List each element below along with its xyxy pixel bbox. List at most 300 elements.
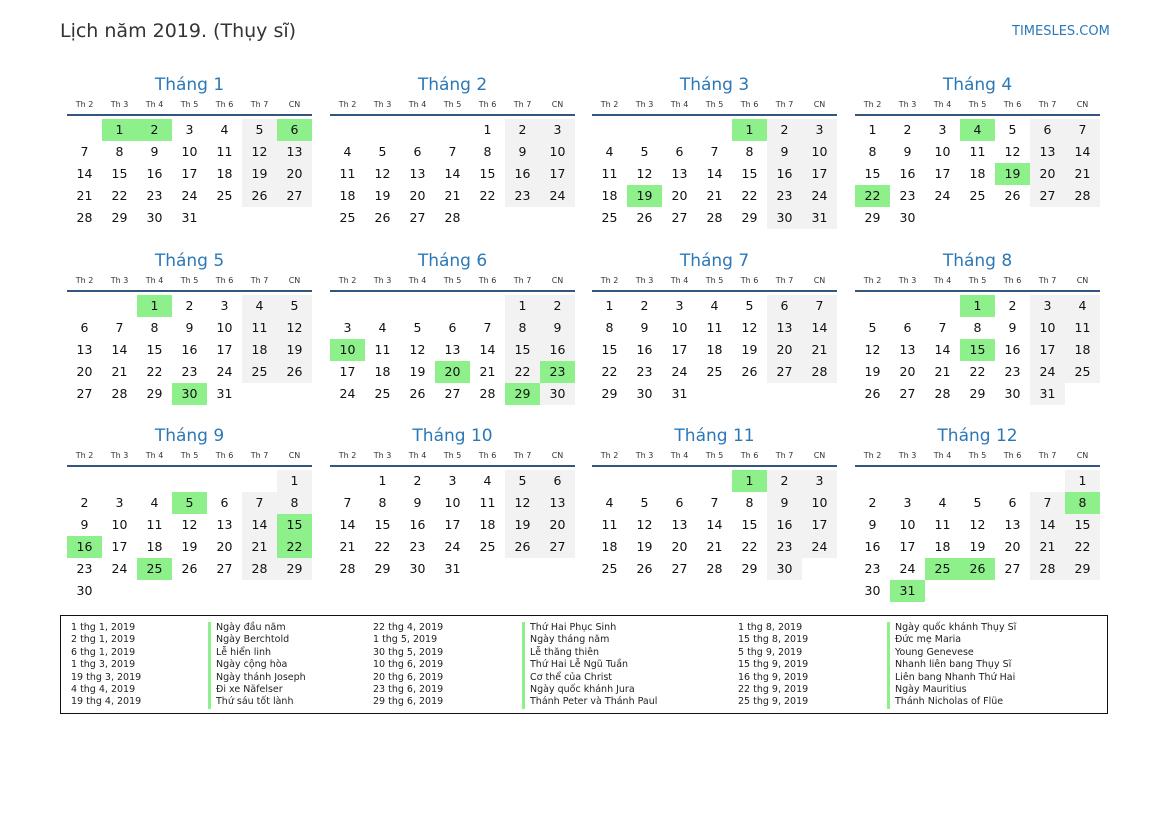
day-cell: 18 xyxy=(216,166,233,181)
day-cell: 5 xyxy=(277,295,312,317)
day-cell: 29 xyxy=(601,386,618,401)
weekday-label: Th 2 xyxy=(863,276,882,285)
day-cell: 11 xyxy=(601,166,618,181)
weekday-label: Th 2 xyxy=(600,276,619,285)
month-name: Tháng 3 xyxy=(679,75,750,95)
holiday-day-cell: 5 xyxy=(172,492,207,514)
weekday-header xyxy=(330,274,575,292)
day-cell: 8 xyxy=(277,492,312,514)
day-cell: 2 xyxy=(868,495,877,510)
holiday-day-cell: 1 xyxy=(732,470,767,492)
day-grid xyxy=(330,119,575,229)
month-7 xyxy=(592,249,837,405)
empty-cell xyxy=(995,470,1030,492)
weekday-label: CN xyxy=(551,451,564,460)
day-cell: 28 xyxy=(706,561,723,576)
day-cell: 18 xyxy=(242,339,277,361)
day-cell: 27 xyxy=(1004,561,1021,576)
month-8 xyxy=(855,249,1100,405)
holiday-day-cell: 26 xyxy=(960,558,995,580)
weekday-label: Th 3 xyxy=(635,100,654,109)
day-cell: 28 xyxy=(934,386,951,401)
weekday-label: CN xyxy=(288,100,301,109)
day-cell: 26 xyxy=(864,386,881,401)
day-cell: 19 xyxy=(864,364,881,379)
day-cell: 9 xyxy=(868,517,877,532)
day-grid xyxy=(67,295,312,405)
day-cell: 16 xyxy=(636,342,653,357)
empty-cell xyxy=(890,295,925,317)
day-cell: 14 xyxy=(934,342,951,357)
legend-date: 19 thg 4, 2019 xyxy=(71,696,142,708)
day-cell: 31 xyxy=(802,207,837,229)
day-cell: 18 xyxy=(706,342,723,357)
day-cell: 8 xyxy=(745,144,754,159)
month-9 xyxy=(67,424,312,602)
day-cell: 23 xyxy=(409,539,426,554)
day-cell: 26 xyxy=(409,386,426,401)
legend-holiday-name: Đức mẹ Maria xyxy=(895,634,962,646)
weekday-header xyxy=(592,98,837,116)
legend-holiday-name: Liên bang Nhanh Thứ Hai xyxy=(895,671,1016,683)
weekday-label: Th 5 xyxy=(180,100,199,109)
holiday-day-cell: 16 xyxy=(67,536,102,558)
day-cell: 14 xyxy=(706,517,723,532)
legend-date: 1 thg 8, 2019 xyxy=(738,622,803,633)
day-cell: 14 xyxy=(242,514,277,536)
day-cell: 7 xyxy=(938,320,947,335)
day-cell: 25 xyxy=(339,210,356,225)
empty-cell xyxy=(67,119,102,141)
empty-cell xyxy=(697,470,732,492)
day-cell: 5 xyxy=(640,495,649,510)
day-cell: 20 xyxy=(216,539,233,554)
empty-cell xyxy=(627,470,662,492)
legend-date: 15 thg 9, 2019 xyxy=(738,659,809,671)
weekday-label: Th 2 xyxy=(338,276,357,285)
day-cell: 27 xyxy=(277,185,312,207)
day-cell: 19 xyxy=(181,539,198,554)
weekday-label: Th 4 xyxy=(933,451,952,460)
day-cell: 12 xyxy=(181,517,198,532)
day-cell: 24 xyxy=(216,364,233,379)
empty-cell xyxy=(627,119,662,141)
day-cell: 15 xyxy=(601,342,618,357)
day-cell: 24 xyxy=(802,185,837,207)
empty-cell xyxy=(330,470,365,492)
empty-cell xyxy=(662,470,697,492)
legend-date: 25 thg 9, 2019 xyxy=(738,696,809,708)
day-cell: 15 xyxy=(374,517,391,532)
holiday-day-cell: 19 xyxy=(627,185,662,207)
day-cell: 26 xyxy=(636,561,653,576)
weekday-label: Th 4 xyxy=(933,276,952,285)
day-cell: 8 xyxy=(868,144,877,159)
weekday-label: Th 6 xyxy=(215,100,234,109)
day-cell: 6 xyxy=(903,320,912,335)
month-name: Tháng 11 xyxy=(674,426,755,446)
legend-date: 2 thg 1, 2019 xyxy=(71,634,136,646)
empty-cell xyxy=(435,295,470,317)
day-cell: 12 xyxy=(636,166,653,181)
day-cell: 16 xyxy=(181,342,198,357)
legend-holiday-name: Thứ sáu tốt lành xyxy=(216,696,294,708)
day-cell: 23 xyxy=(1004,364,1021,379)
day-cell: 12 xyxy=(277,317,312,339)
holiday-day-cell: 10 xyxy=(330,339,365,361)
day-cell: 18 xyxy=(934,539,951,554)
day-cell: 20 xyxy=(540,514,575,536)
weekday-label: Th 6 xyxy=(1003,276,1022,285)
empty-cell xyxy=(242,470,277,492)
day-cell: 11 xyxy=(934,517,951,532)
day-cell: 22 xyxy=(505,361,540,383)
legend-date: 23 thg 6, 2019 xyxy=(373,683,444,695)
legend-date: 10 thg 6, 2019 xyxy=(373,659,444,671)
day-cell: 8 xyxy=(505,317,540,339)
day-cell: 14 xyxy=(802,317,837,339)
day-grid xyxy=(855,470,1100,602)
legend-holiday-name: Ngày cộng hòa xyxy=(216,659,288,671)
day-cell: 27 xyxy=(671,561,688,576)
weekday-label: Th 5 xyxy=(443,451,462,460)
empty-cell xyxy=(1030,470,1065,492)
day-cell: 30 xyxy=(1004,386,1021,401)
legend-date: 1 thg 3, 2019 xyxy=(71,659,136,671)
holiday-day-cell: 22 xyxy=(855,185,890,207)
site-link[interactable]: TIMESLES.COM xyxy=(1012,24,1110,39)
day-cell: 27 xyxy=(540,536,575,558)
holiday-day-cell: 15 xyxy=(960,339,995,361)
day-cell: 26 xyxy=(636,210,653,225)
day-cell: 24 xyxy=(444,539,461,554)
month-1 xyxy=(67,73,312,229)
holiday-day-cell: 8 xyxy=(1065,492,1100,514)
day-cell: 24 xyxy=(181,188,198,203)
day-cell: 30 xyxy=(540,383,575,405)
day-cell: 30 xyxy=(767,558,802,580)
day-cell: 28 xyxy=(1065,185,1100,207)
day-cell: 31 xyxy=(216,386,233,401)
day-cell: 22 xyxy=(146,364,163,379)
day-cell: 18 xyxy=(479,517,496,532)
day-cell: 19 xyxy=(969,539,986,554)
empty-cell xyxy=(697,119,732,141)
month-name: Tháng 4 xyxy=(942,75,1013,95)
day-cell: 11 xyxy=(339,166,356,181)
day-cell: 24 xyxy=(934,188,951,203)
day-cell: 28 xyxy=(339,561,356,576)
day-cell: 5 xyxy=(242,119,277,141)
day-cell: 7 xyxy=(80,144,89,159)
day-cell: 9 xyxy=(767,141,802,163)
legend-holiday-name: Ngày thánh Joseph xyxy=(216,671,306,683)
weekday-label: CN xyxy=(813,276,826,285)
day-cell: 15 xyxy=(111,166,128,181)
weekday-label: Th 3 xyxy=(635,276,654,285)
day-cell: 12 xyxy=(969,517,986,532)
day-cell: 23 xyxy=(505,185,540,207)
month-3 xyxy=(592,73,837,229)
day-cell: 19 xyxy=(636,539,653,554)
day-cell: 23 xyxy=(899,188,916,203)
month-name: Tháng 1 xyxy=(154,75,225,95)
weekday-label: Th 7 xyxy=(1038,451,1057,460)
day-cell: 28 xyxy=(1030,558,1065,580)
legend-date: 20 thg 6, 2019 xyxy=(373,671,444,683)
weekday-label: Th 4 xyxy=(145,451,164,460)
day-cell: 19 xyxy=(741,342,758,357)
day-cell: 22 xyxy=(969,364,986,379)
day-cell: 30 xyxy=(767,207,802,229)
legend-date: 22 thg 9, 2019 xyxy=(738,683,809,695)
day-cell: 25 xyxy=(706,364,723,379)
day-cell: 1 xyxy=(483,122,492,137)
day-cell: 2 xyxy=(185,298,194,313)
day-cell: 8 xyxy=(115,144,124,159)
legend-holiday-name: Thánh Peter và Thánh Paul xyxy=(530,696,658,708)
day-cell: 2 xyxy=(413,473,422,488)
day-cell: 8 xyxy=(605,320,614,335)
day-cell: 17 xyxy=(899,539,916,554)
day-cell: 20 xyxy=(671,188,688,203)
day-cell: 18 xyxy=(374,364,391,379)
day-cell: 5 xyxy=(413,320,422,335)
weekday-label: Th 2 xyxy=(75,451,94,460)
weekday-label: Th 7 xyxy=(513,276,532,285)
day-cell: 2 xyxy=(903,122,912,137)
day-cell: 21 xyxy=(76,188,93,203)
weekday-label: Th 4 xyxy=(670,276,689,285)
weekday-label: Th 3 xyxy=(373,276,392,285)
weekday-label: Th 3 xyxy=(898,451,917,460)
day-cell: 16 xyxy=(767,163,802,185)
day-cell: 6 xyxy=(540,470,575,492)
day-grid xyxy=(855,295,1100,405)
day-cell: 21 xyxy=(444,188,461,203)
day-cell: 14 xyxy=(1030,514,1065,536)
day-cell: 31 xyxy=(181,210,198,225)
day-cell: 7 xyxy=(710,495,719,510)
legend-holiday-name: Ngày tháng năm xyxy=(530,634,610,646)
weekday-label: Th 3 xyxy=(110,451,129,460)
legend-date: 1 thg 1, 2019 xyxy=(71,622,136,633)
legend-names-col-3 xyxy=(887,622,1016,709)
weekday-label: Th 5 xyxy=(705,100,724,109)
day-cell: 13 xyxy=(671,166,688,181)
day-cell: 25 xyxy=(242,361,277,383)
holiday-day-cell: 31 xyxy=(890,580,925,602)
day-cell: 31 xyxy=(671,386,688,401)
day-cell: 24 xyxy=(671,364,688,379)
day-cell: 25 xyxy=(1065,361,1100,383)
day-cell: 10 xyxy=(899,517,916,532)
holiday-day-cell: 30 xyxy=(172,383,207,405)
day-cell: 11 xyxy=(146,517,163,532)
day-cell: 9 xyxy=(640,320,649,335)
day-cell: 17 xyxy=(181,166,198,181)
day-cell: 4 xyxy=(378,320,387,335)
weekday-label: Th 6 xyxy=(478,451,497,460)
weekday-label: Th 3 xyxy=(110,276,129,285)
empty-cell xyxy=(365,295,400,317)
day-cell: 26 xyxy=(505,536,540,558)
weekday-label: Th 3 xyxy=(373,100,392,109)
day-cell: 13 xyxy=(444,342,461,357)
month-name: Tháng 10 xyxy=(412,426,493,446)
day-cell: 22 xyxy=(741,188,758,203)
day-cell: 14 xyxy=(444,166,461,181)
day-cell: 6 xyxy=(413,144,422,159)
holiday-day-cell: 25 xyxy=(925,558,960,580)
day-cell: 8 xyxy=(378,495,387,510)
day-cell: 24 xyxy=(339,386,356,401)
holiday-day-cell: 1 xyxy=(960,295,995,317)
weekday-label: Th 6 xyxy=(1003,100,1022,109)
legend-holiday-name: Nhanh liên bang Thụy Sĩ xyxy=(895,659,1012,671)
day-cell: 31 xyxy=(1030,383,1065,405)
legend-dates-col-3 xyxy=(738,622,808,709)
empty-cell xyxy=(960,470,995,492)
day-cell: 11 xyxy=(1065,317,1100,339)
day-grid xyxy=(592,119,837,229)
day-cell: 14 xyxy=(76,166,93,181)
day-cell: 4 xyxy=(710,298,719,313)
day-cell: 23 xyxy=(76,561,93,576)
day-cell: 18 xyxy=(601,188,618,203)
day-cell: 28 xyxy=(706,210,723,225)
day-cell: 13 xyxy=(540,492,575,514)
day-cell: 29 xyxy=(741,210,758,225)
day-cell: 16 xyxy=(540,339,575,361)
day-cell: 9 xyxy=(505,141,540,163)
day-cell: 29 xyxy=(277,558,312,580)
empty-cell xyxy=(400,295,435,317)
weekday-header xyxy=(330,98,575,116)
day-cell: 20 xyxy=(277,163,312,185)
day-cell: 25 xyxy=(479,539,496,554)
legend-date: 19 thg 3, 2019 xyxy=(71,671,142,683)
day-cell: 23 xyxy=(767,536,802,558)
weekday-label: Th 7 xyxy=(250,100,269,109)
day-cell: 28 xyxy=(479,386,496,401)
day-cell: 1 xyxy=(868,122,877,137)
weekday-header xyxy=(855,98,1100,116)
month-name: Tháng 7 xyxy=(679,251,750,271)
day-cell: 19 xyxy=(277,339,312,361)
day-cell: 5 xyxy=(1008,122,1017,137)
day-grid xyxy=(592,295,837,405)
day-cell: 3 xyxy=(220,298,229,313)
empty-cell xyxy=(365,119,400,141)
day-grid xyxy=(67,119,312,229)
weekday-label: Th 5 xyxy=(705,451,724,460)
day-cell: 17 xyxy=(934,166,951,181)
day-cell: 23 xyxy=(146,188,163,203)
day-cell: 29 xyxy=(1065,558,1100,580)
day-cell: 7 xyxy=(448,144,457,159)
day-cell: 10 xyxy=(216,320,233,335)
day-cell: 23 xyxy=(767,185,802,207)
day-cell: 9 xyxy=(1008,320,1017,335)
holiday-legend xyxy=(60,615,1108,714)
day-cell: 15 xyxy=(741,517,758,532)
day-cell: 20 xyxy=(1030,163,1065,185)
day-cell: 23 xyxy=(181,364,198,379)
day-cell: 23 xyxy=(864,561,881,576)
day-cell: 4 xyxy=(483,473,492,488)
holiday-day-cell: 23 xyxy=(540,361,575,383)
empty-cell xyxy=(330,119,365,141)
weekday-label: Th 2 xyxy=(338,451,357,460)
day-cell: 10 xyxy=(444,495,461,510)
legend-dates-col-1 xyxy=(71,622,141,709)
day-cell: 5 xyxy=(505,470,540,492)
weekday-header xyxy=(330,449,575,467)
day-cell: 26 xyxy=(374,210,391,225)
weekday-label: Th 2 xyxy=(863,100,882,109)
empty-cell xyxy=(435,119,470,141)
day-cell: 16 xyxy=(1004,342,1021,357)
day-cell: 5 xyxy=(745,298,754,313)
day-cell: 15 xyxy=(146,342,163,357)
legend-holiday-name: Lễ thăng thiên xyxy=(530,646,600,658)
day-cell: 27 xyxy=(216,561,233,576)
day-cell: 21 xyxy=(1030,536,1065,558)
weekday-label: CN xyxy=(288,451,301,460)
day-cell: 22 xyxy=(111,188,128,203)
holiday-day-cell: 4 xyxy=(960,119,995,141)
weekday-label: Th 6 xyxy=(478,100,497,109)
weekday-label: Th 4 xyxy=(408,451,427,460)
day-cell: 15 xyxy=(741,166,758,181)
weekday-header xyxy=(855,449,1100,467)
day-cell: 10 xyxy=(802,141,837,163)
weekday-label: Th 5 xyxy=(180,276,199,285)
weekday-label: Th 2 xyxy=(863,451,882,460)
day-grid xyxy=(330,295,575,405)
day-cell: 11 xyxy=(706,320,723,335)
day-cell: 20 xyxy=(409,188,426,203)
holiday-day-cell: 6 xyxy=(277,119,312,141)
legend-holiday-name: Thánh Nicholas of Flüe xyxy=(895,696,1004,708)
day-cell: 6 xyxy=(80,320,89,335)
empty-cell xyxy=(67,295,102,317)
weekday-label: CN xyxy=(813,100,826,109)
day-cell: 27 xyxy=(671,210,688,225)
day-cell: 5 xyxy=(973,495,982,510)
day-cell: 27 xyxy=(1030,185,1065,207)
day-cell: 27 xyxy=(409,210,426,225)
day-cell: 8 xyxy=(483,144,492,159)
day-cell: 9 xyxy=(413,495,422,510)
day-grid xyxy=(855,119,1100,229)
weekday-label: Th 3 xyxy=(373,451,392,460)
legend-holiday-name: Ngày Berchtold xyxy=(216,634,290,646)
day-cell: 3 xyxy=(448,473,457,488)
day-cell: 5 xyxy=(640,144,649,159)
empty-cell xyxy=(662,119,697,141)
day-cell: 17 xyxy=(111,539,128,554)
day-cell: 9 xyxy=(150,144,159,159)
day-cell: 2 xyxy=(540,295,575,317)
day-cell: 16 xyxy=(409,517,426,532)
month-11 xyxy=(592,424,837,580)
day-cell: 13 xyxy=(409,166,426,181)
day-cell: 10 xyxy=(540,141,575,163)
day-cell: 4 xyxy=(605,495,614,510)
legend-holiday-name: Ngày đầu năm xyxy=(216,622,286,633)
